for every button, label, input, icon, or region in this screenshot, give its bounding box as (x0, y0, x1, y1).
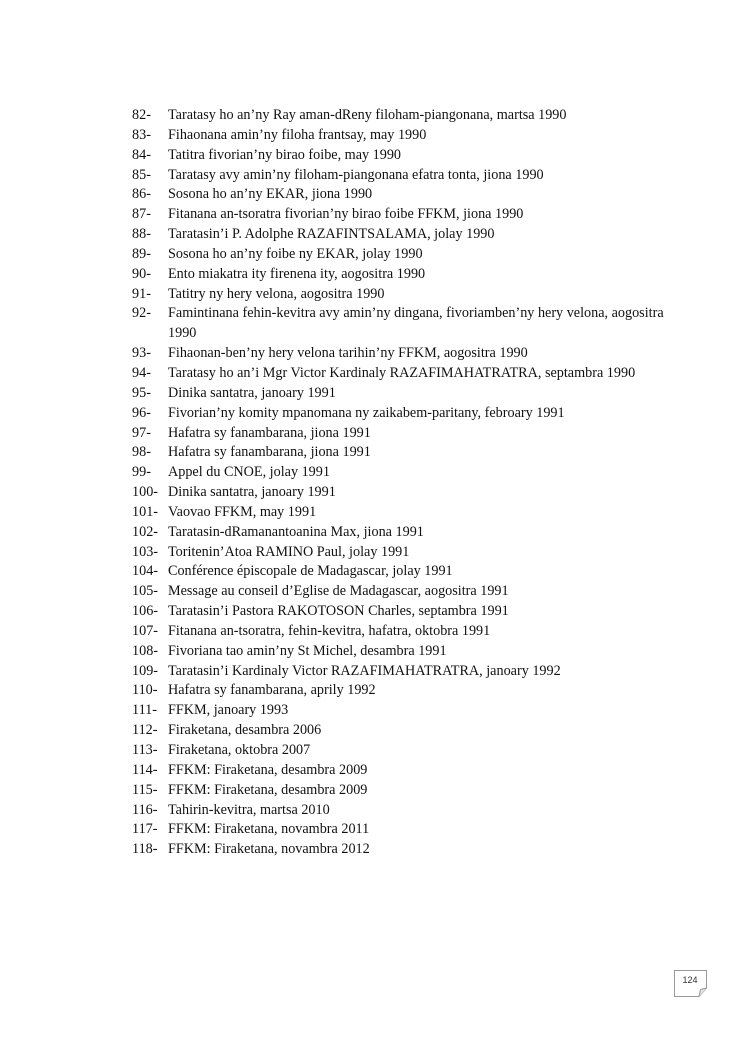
list-item-text: Taratasy avy amin’ny filoham-piangonana efatra tonta, jiona 1990 (168, 166, 544, 183)
list-item-text: Fihaonana amin’ny filoha frantsay, may 1990 (168, 126, 427, 143)
list-item-number: 108- (132, 642, 159, 659)
list-item (132, 582, 692, 602)
list-item-text: Message au conseil d’Eglise de Madagascar, aogositra 1991 (168, 583, 509, 600)
list-item-text: FFKM: Firaketana, desambra 2009 (168, 761, 368, 778)
list-item-number: 102- (132, 523, 159, 540)
list-item-text: Hafatra sy fanambarana, aprily 1992 (168, 682, 376, 699)
list-item-text: Famintinana fehin-kevitra avy amin’ny dingana, fivoriamben’ny hery velona, aogositra 1990 (168, 305, 664, 342)
list-item (132, 543, 692, 563)
list-item (132, 463, 692, 483)
list-item-number: 86- (132, 186, 151, 203)
list-item-number: 115- (132, 781, 158, 798)
list-item-text: Fitanana an-tsoratra, fehin-kevitra, hafatra, oktobra 1991 (168, 622, 491, 639)
list-item-text: Toritenin’Atoa RAMINO Paul, jolay 1991 (168, 543, 410, 560)
list-item (132, 185, 692, 205)
list-item-text: Taratasin’i Kardinaly Victor RAZAFIMAHATRATRA, janoary 1992 (168, 662, 561, 679)
list-item (132, 146, 692, 166)
list-item-text: Dinika santatra, janoary 1991 (168, 384, 336, 401)
list-item (132, 741, 692, 761)
list-item (132, 681, 692, 701)
list-item-text: Taratasy ho an’ny Ray aman-dReny filoham-piangonana, martsa 1990 (168, 107, 567, 123)
list-item (132, 364, 692, 384)
list-item-text: FFKM: Firaketana, desambra 2009 (168, 781, 368, 798)
list-item (132, 443, 692, 463)
list-item-text: Fihaonan-ben’ny hery velona tarihin’ny FFKM, aogositra 1990 (168, 345, 528, 362)
list-item-text: Conférence épiscopale de Madagascar, jolay 1991 (168, 563, 453, 580)
list-item (132, 622, 692, 642)
list-item (132, 820, 692, 840)
list-item-text: Fitanana an-tsoratra fivorian’ny birao foibe FFKM, jiona 1990 (168, 206, 524, 223)
list-item-number: 116- (132, 801, 158, 818)
list-item-text: Appel du CNOE, jolay 1991 (168, 464, 330, 481)
list-item-text: Hafatra sy fanambarana, jiona 1991 (168, 424, 371, 441)
list-item (132, 424, 692, 444)
list-item-text: Tatitra fivorian’ny birao foibe, may 1990 (168, 146, 402, 163)
list-item (132, 245, 692, 265)
list-item-number: 97- (132, 424, 151, 441)
list-item-text: Taratasin’i P. Adolphe RAZAFINTSALAMA, jolay 1990 (168, 226, 495, 243)
list-item-number: 92- (132, 305, 151, 322)
list-item (132, 721, 692, 741)
list-item (132, 781, 692, 801)
list-item-number: 110- (132, 682, 158, 699)
list-item (132, 801, 692, 821)
list-item (132, 384, 692, 404)
list-item-number: 118- (132, 841, 158, 858)
list-item-number: 93- (132, 345, 151, 362)
list-item-text: Dinika santatra, janoary 1991 (168, 484, 336, 501)
list-item-text: Firaketana, desambra 2006 (168, 722, 322, 739)
list-item-text: Hafatra sy fanambarana, jiona 1991 (168, 444, 371, 461)
list-item-number: 98- (132, 444, 151, 461)
list-item-number: 111- (132, 702, 157, 719)
list-item-text: Taratasin-dRamanantoanina Max, jiona 1991 (168, 523, 424, 540)
list-item-number: 91- (132, 285, 151, 302)
list-item (132, 285, 692, 305)
list-item-text: Fivorian’ny komity mpanomana ny zaikabem-paritany, febroary 1991 (168, 404, 565, 421)
list-item (132, 404, 692, 424)
list-item-text: Firaketana, oktobra 2007 (168, 742, 311, 758)
list-item (132, 344, 692, 364)
list-item-text: Taratasy ho an’i Mgr Victor Kardinaly RAZAFIMAHATRATRA, septambra 1990 (168, 364, 636, 381)
list-item-number: 85- (132, 166, 151, 183)
list-item-number: 103- (132, 543, 159, 560)
list-item-number: 90- (132, 265, 151, 282)
list-item-number: 87- (132, 206, 151, 223)
list-item-text: Sosona ho an’ny EKAR, jiona 1990 (168, 186, 373, 203)
list-item (132, 523, 692, 543)
list-item (132, 642, 692, 662)
list-item-number: 99- (132, 464, 151, 481)
list-item (132, 265, 692, 285)
list-item (132, 166, 692, 186)
list-item (132, 602, 692, 622)
list-item-number: 88- (132, 226, 151, 243)
list-item-text: Tatitry ny hery velona, aogositra 1990 (168, 285, 385, 302)
list-item (132, 106, 692, 126)
list-item (132, 701, 692, 721)
list-item-number: 101- (132, 503, 159, 520)
list-item-number: 96- (132, 404, 151, 421)
page-number: 124 (682, 975, 698, 985)
list-item-number: 95- (132, 384, 151, 401)
list-item-number: 109- (132, 662, 159, 679)
list-item-number: 94- (132, 364, 151, 381)
list-item-number: 106- (132, 603, 159, 620)
list-item (132, 205, 692, 225)
page-number-box (674, 970, 710, 998)
list-item-number: 82- (132, 107, 151, 123)
list-item-number: 114- (132, 761, 158, 778)
list-item-number: 117- (132, 821, 158, 838)
list-item (132, 503, 692, 523)
list-item (132, 483, 692, 503)
list-item-number: 83- (132, 126, 151, 143)
list-item-text: Tahirin-kevitra, martsa 2010 (168, 801, 330, 818)
list-item-number: 113- (132, 742, 158, 758)
list-item-text: Vaovao FFKM, may 1991 (168, 503, 317, 520)
list-item-text: Taratasin’i Pastora RAKOTOSON Charles, septambra 1991 (168, 603, 509, 620)
list-item-number: 84- (132, 146, 151, 163)
list-item-number: 107- (132, 622, 159, 639)
list-item (132, 126, 692, 146)
list-item (132, 562, 692, 582)
list-item-text: Sosona ho an’ny foibe ny EKAR, jolay 1990 (168, 245, 423, 262)
list-item-number: 89- (132, 245, 151, 262)
list-item-number: 105- (132, 583, 159, 600)
reference-list (132, 106, 692, 860)
list-item (132, 304, 692, 344)
list-item-text: Fivoriana tao amin’ny St Michel, desambra 1991 (168, 642, 447, 659)
list-item-text: FFKM: Firaketana, novambra 2011 (168, 821, 370, 838)
list-item-number: 112- (132, 722, 158, 739)
list-item (132, 840, 692, 860)
list-item-text: FFKM: Firaketana, novambra 2012 (168, 841, 370, 858)
list-item (132, 761, 692, 781)
list-item-text: FFKM, janoary 1993 (168, 702, 289, 719)
list-item-text: Ento miakatra ity firenena ity, aogositra 1990 (168, 265, 426, 282)
list-item (132, 225, 692, 245)
list-item-number: 104- (132, 563, 159, 580)
list-item-number: 100- (132, 484, 159, 501)
list-item (132, 662, 692, 682)
